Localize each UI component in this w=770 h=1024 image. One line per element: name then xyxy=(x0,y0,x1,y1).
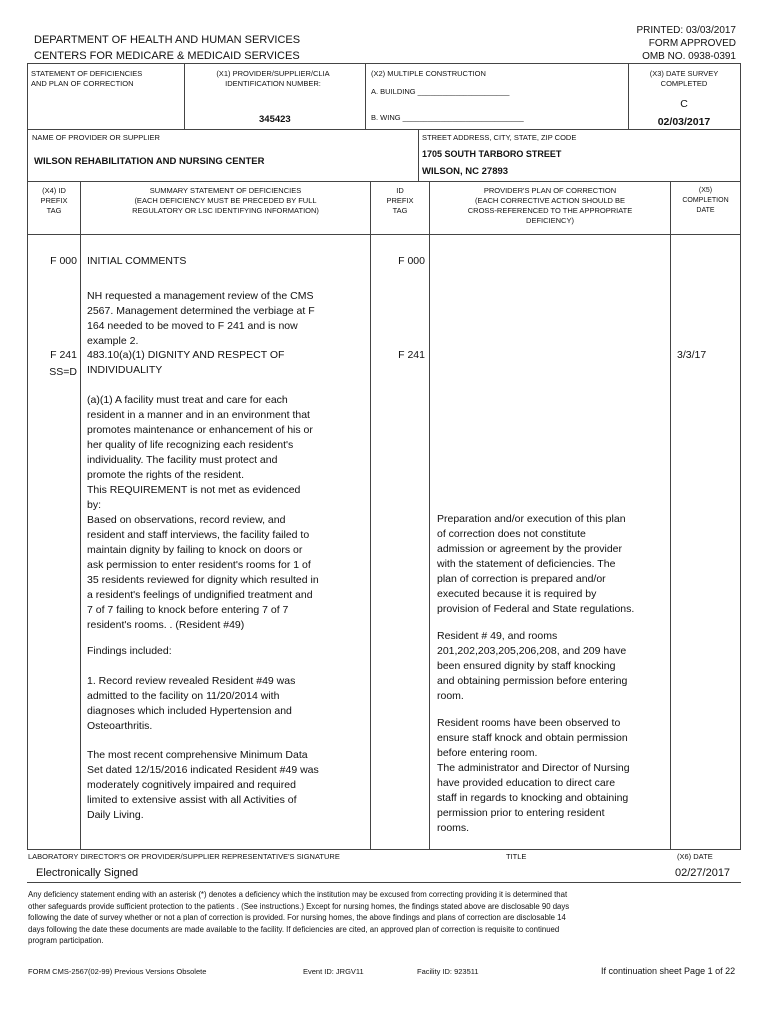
tag-f241-right: F 241 xyxy=(398,349,425,361)
department-title: DEPARTMENT OF HEALTH AND HUMAN SERVICES xyxy=(34,34,301,46)
provider-label: NAME OF PROVIDER OR SUPPLIER xyxy=(32,133,160,142)
event-id: Event ID: JRGV11 xyxy=(303,967,364,976)
x6-date-label: (X6) DATE xyxy=(677,852,713,861)
plan-resident-rooms: Resident # 49, and rooms 201,202,203,205,206,208, and 209 have been ensured dignity by staff knocking and obtaining permission before entering room. xyxy=(437,630,628,702)
id-header: ID PREFIX TAG xyxy=(386,186,414,215)
provider-name: WILSON REHABILITATION AND NURSING CENTER xyxy=(34,156,265,167)
x2-wing: B. WING _____________________________ xyxy=(371,113,524,122)
address-street: 1705 SOUTH TARBORO STREET xyxy=(422,149,562,159)
tag-f000-left: F 000 xyxy=(50,255,77,267)
scope-severity: SS=D xyxy=(49,366,77,378)
summary-header: SUMMARY STATEMENT OF DEFICIENCIES (EACH DEFICIENCY MUST BE PRECEDED BY FULL REGULATORY OR LSC IDENTIFYING INFORMATION) xyxy=(132,186,319,215)
form-approved: FORM APPROVED xyxy=(648,38,736,49)
electronic-signature: Electronically Signed xyxy=(36,867,139,879)
record-review-text: 1. Record review revealed Resident #49 was admitted to the facility on 11/20/2014 with diagnoses which included Hypertension and Osteoarthritis. xyxy=(87,675,296,732)
centers-title: CENTERS FOR MEDICARE & MEDICAID SERVICES xyxy=(34,50,300,62)
legal-notice: Any deficiency statement ending with an asterisk (*) denotes a deficiency which the institution may be excused from correcting providing it is determined that other safeguards provide sufficient protection to the patients . (See instructions.) Except for nursing homes, the findings stated above are disclosable 90 days following the date of survey whether or not a plan of correction is provided. For nursing homes, the above findings and plans of correction are disclosable 14 days following the date these documents are made available to the facility. If deficiencies are cited, an approved plan of correction is requisite to continued program participation. xyxy=(28,890,570,945)
x5-header: (X5) COMPLETION DATE xyxy=(682,187,729,214)
signature-date: 02/27/2017 xyxy=(675,867,731,879)
comment-text: NH requested a management review of the CMS 2567. Management determined the verbiage at F 164 needed to be moved to F 241 and is now example 2. xyxy=(87,290,315,347)
tag-f241-left: F 241 xyxy=(50,349,77,361)
x3-code: C xyxy=(680,98,688,110)
tag-f000-right: F 000 xyxy=(398,255,425,267)
printed-date: PRINTED: 03/03/2017 xyxy=(636,25,736,36)
page-number: If continuation sheet Page 1 of 22 xyxy=(601,966,736,976)
plan-disclaimer: Preparation and/or execution of this plan of correction does not constitute admission or agreement by the provider with the statement of deficiencies. The plan of correction is prepared and/or executed because it is required by provision of Federal and State regulations. xyxy=(437,513,635,615)
initial-comments-title: INITIAL COMMENTS xyxy=(87,255,187,267)
survey-date: 02/03/2017 xyxy=(657,116,711,128)
completion-date: 3/3/17 xyxy=(677,349,707,361)
x3-label: (X3) DATE SURVEY COMPLETED xyxy=(649,69,719,88)
address-city: WILSON, NC 27893 xyxy=(422,166,509,177)
findings-label: Findings included: xyxy=(87,645,172,657)
plan-header: PROVIDER'S PLAN OF CORRECTION (EACH CORRECTIVE ACTION SHOULD BE CROSS-REFERENCED TO THE APPROPRIATE DEFICIENCY) xyxy=(467,186,633,225)
requirement-text: (a)(1) A facility must treat and care for each resident in a manner and in an environment that promotes maintenance or enhancement of his or her quality of life recognizing each resident's individuality. The facility must protect and promote the rights of the resident. This REQUIREMENT is not met as evidenced by: Based on observations, record review, and resident and staff interviews, the facility failed to maintain dignity by failing to knock on doors or ask permission to enter resident's rooms for 1 of 35 residents reviewed for dignity which resulted in a resident's feelings of undignified treatment and 7 of 7 failing to knock before entering 7 of 7 resident's rooms. . (Resident #49) xyxy=(87,394,319,631)
provider-id-number: 345423 xyxy=(259,114,291,125)
omb-number: OMB NO. 0938-0391 xyxy=(642,51,736,62)
x2-label: (X2) MULTIPLE CONSTRUCTION xyxy=(371,69,486,78)
title-label: TITLE xyxy=(506,852,527,861)
plan-observation: Resident rooms have been observed to ensure staff knock and obtain permission before entering room. The administrator and Director of Nursing have provided education to direct care staff in regards to knocking and obtaining permission prior to entering resident rooms. xyxy=(437,717,630,834)
facility-id: Facility ID: 923511 xyxy=(417,967,479,976)
signature-label: LABORATORY DIRECTOR'S OR PROVIDER/SUPPLIER REPRESENTATIVE'S SIGNATURE xyxy=(28,852,340,861)
form-number: FORM CMS-2567(02-99) Previous Versions Obsolete xyxy=(28,967,207,976)
x2-building: A. BUILDING ______________________ xyxy=(371,87,510,96)
f241-title: 483.10(a)(1) DIGNITY AND RESPECT OF INDIVIDUALITY xyxy=(87,349,285,376)
x4-header: (X4) ID PREFIX TAG xyxy=(40,186,68,215)
mds-text: The most recent comprehensive Minimum Data Set dated 12/15/2016 indicated Resident #49 was moderately cognitively impaired and required limited to extensive assist with all Activities of Daily Living. xyxy=(87,749,319,821)
statement-label: STATEMENT OF DEFICIENCIES AND PLAN OF CORRECTION xyxy=(31,69,143,88)
x1-label: (X1) PROVIDER/SUPPLIER/CLIA IDENTIFICATION NUMBER: xyxy=(216,69,330,88)
address-label: STREET ADDRESS, CITY, STATE, ZIP CODE xyxy=(422,133,577,142)
